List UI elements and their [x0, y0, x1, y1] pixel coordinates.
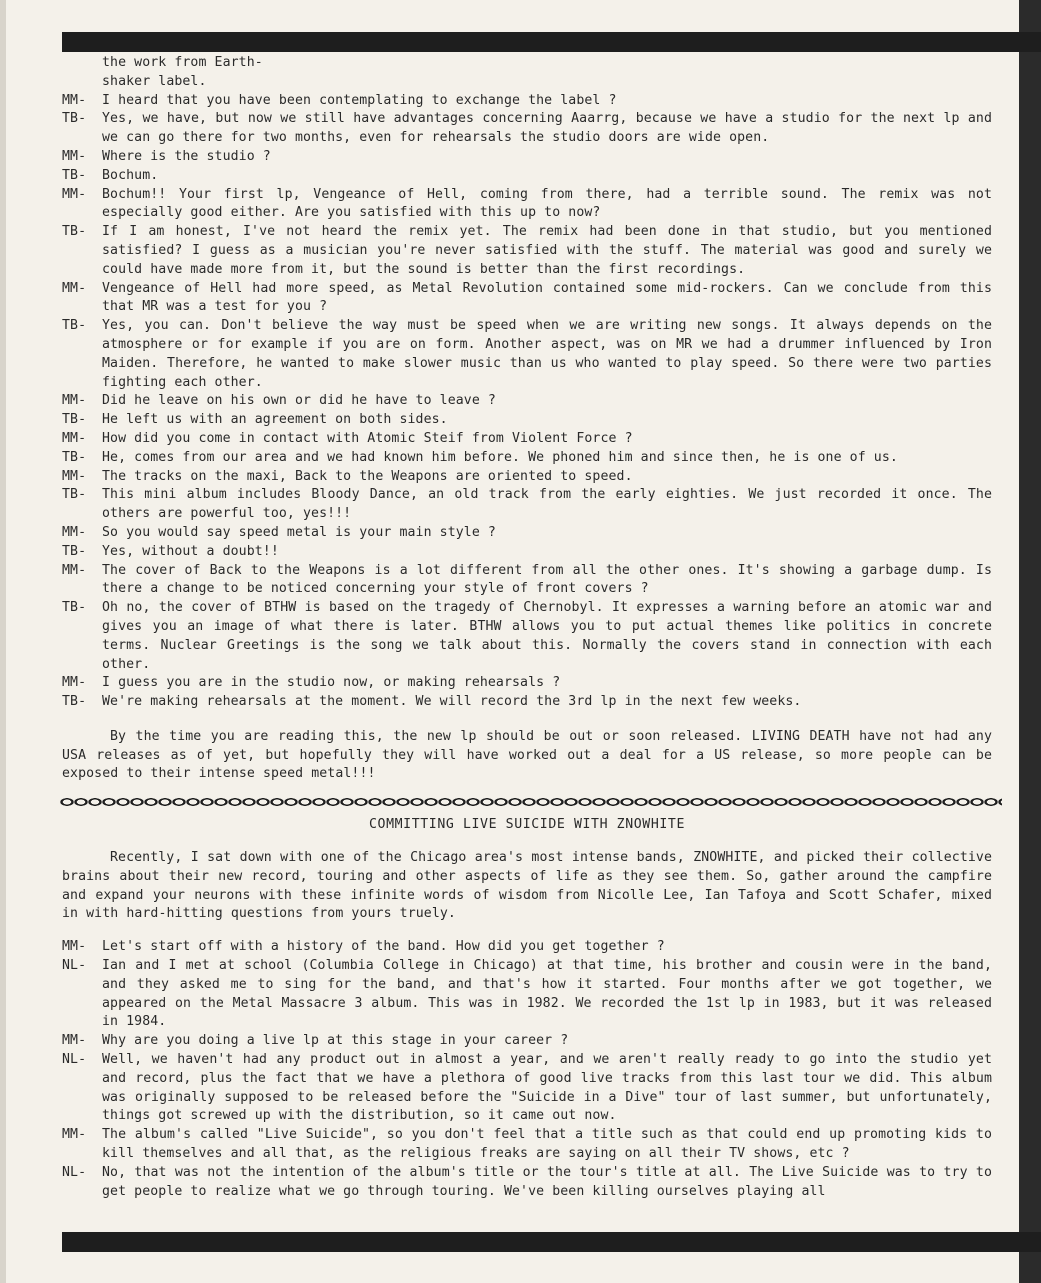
znowhite-intro: Recently, I sat down with one of the Chicago area's most intense bands, ZNOWHITE, and picked their collective brains about their new record, touring and other aspects of life as they see them. So, gather around the campfire and expand your neurons with these infinite words of wisdom from Nicolle Lee, Ian Tafoya and Scott Schafer, mixed in with hard-hitting questions from yours truely.: [62, 850, 992, 922]
interview-line: [62, 223, 992, 279]
page-edge-right: [1019, 0, 1041, 1283]
speaker-tag: TB-: [62, 543, 87, 559]
line-text: shaker label.: [102, 73, 207, 89]
line-text: Why are you doing a live lp at this stage in your career ?: [102, 1033, 569, 1049]
speaker-tag: MM-: [62, 1127, 87, 1143]
line-text: The cover of Back to the Weapons is a lot different from all the other ones. It's showing a garbage dump. Is there a change to be noticed concerning your style of front covers ?: [102, 562, 992, 597]
top-black-bar: [62, 32, 1041, 52]
speaker-tag: MM-: [62, 939, 87, 955]
line-text: Did he leave on his own or did he have to leave ?: [102, 393, 496, 409]
closing-paragraph: By the time you are reading this, the new lp should be out or soon released. LIVING DEATH have not had any USA releases as of yet, but hopefully they will have worked out a deal for a US release, so more people can be exposed to their intense speed metal!!!: [62, 728, 992, 782]
speaker-tag: MM-: [62, 675, 87, 691]
line-text: the work from Earth-: [102, 55, 263, 70]
speaker-tag: MM-: [62, 468, 87, 484]
interview-line: [62, 73, 992, 92]
line-text: Bochum!! Your first lp, Vengeance of Hell, coming from there, had a terrible sound. The remix was not especially good either. Are you satisfied with this up to now?: [102, 186, 992, 221]
interview-line: [62, 674, 992, 693]
speaker-tag: TB-: [62, 487, 87, 503]
speaker-tag: NL-: [62, 958, 87, 974]
speaker-tag: MM-: [62, 524, 87, 540]
line-text: We're making rehearsals at the moment. We will record the 3rd lp in the next few weeks.: [102, 694, 802, 710]
speaker-tag: TB-: [62, 694, 87, 710]
speaker-tag: TB-: [62, 167, 87, 183]
interview-line: [62, 148, 992, 167]
bottom-black-bar: [62, 1232, 1041, 1252]
interview-line: [62, 449, 992, 468]
line-text: Ian and I met at school (Columbia College in Chicago) at that time, his brother and cousin were in the band, and they asked me to sing for the band, and that's how it started. Four months after we got together, we appeared on the Metal Massacre 3 album. This was in 1982. We recorded the 1st lp in 1983, but it was released in 1984.: [102, 958, 992, 1030]
speaker-tag: TB-: [62, 318, 87, 334]
interview-line: [62, 280, 992, 318]
interview-line: [62, 167, 992, 186]
interview-line: [62, 411, 992, 430]
line-text: Well, we haven't had any product out in almost a year, and we aren't really ready to go into the studio yet and record, plus the fact that we have a plethora of good live tracks from this last tour we did. This album was originally supposed to be released before the "Suicide in a Dive" tour of last summer, but unfortunately, things got screwed up with the distribution, so it came out now.: [102, 1052, 992, 1124]
interview-line: [62, 938, 992, 957]
speaker-tag: MM-: [62, 430, 87, 446]
interview-line: [62, 1164, 992, 1202]
speaker-tag: TB-: [62, 412, 87, 428]
line-text: Where is the studio ?: [102, 148, 271, 164]
speaker-tag: MM-: [62, 562, 87, 578]
interview-line: [62, 693, 992, 712]
line-text: The tracks on the maxi, Back to the Weapons are oriented to speed.: [102, 468, 633, 484]
interview-line: [62, 468, 992, 487]
line-text: Oh no, the cover of BTHW is based on the tragedy of Chernobyl. It expresses a warning before an atomic war and gives you an image of what there is later. BTHW allows you to put actual themes like politics in concrete terms. Nuclear Greetings is the song we talk about this. Normally the covers stand in connection with each other.: [102, 600, 992, 672]
line-text: He, comes from our area and we had known him before. We phoned him and since then, he is one of us.: [102, 449, 898, 465]
line-text: He left us with an agreement on both sides.: [102, 412, 448, 428]
article-body: [62, 54, 992, 1201]
znowhite-headline: COMMITTING LIVE SUICIDE WITH ZNOWHITE: [369, 817, 685, 833]
line-text: Bochum.: [102, 167, 159, 183]
line-text: Let's start off with a history of the band. How did you get together ?: [102, 939, 665, 955]
line-text: Yes, without a doubt!!: [102, 543, 279, 559]
interview-line: [62, 524, 992, 543]
page-edge-left: [0, 0, 6, 1283]
line-text: So you would say speed metal is your main style ?: [102, 524, 496, 540]
speaker-tag: [62, 73, 102, 92]
line-text: Yes, we have, but now we still have advantages concerning Aaarrg, because we have a studio for the next lp and we can go there for two months, even for rehearsals the studio doors are wide open.: [102, 111, 992, 146]
interview-line: [62, 1126, 992, 1164]
interview-line: [62, 110, 992, 148]
wavy-divider: [60, 794, 1002, 810]
interview-line: [62, 957, 992, 1032]
line-text: This mini album includes Bloody Dance, an old track from the early eighties. We just recorded it once. The others are powerful too, yes!!!: [102, 487, 992, 522]
speaker-tag: MM-: [62, 148, 87, 164]
line-text: No, that was not the intention of the album's title or the tour's title at all. The Live Suicide was to try to get people to realize what we go through touring. We've been killing ourselves playing all: [102, 1164, 992, 1199]
interview-line: [62, 543, 992, 562]
line-text: I guess you are in the studio now, or making rehearsals ?: [102, 675, 561, 691]
speaker-tag: MM-: [62, 1033, 87, 1049]
interview-line: [62, 317, 992, 392]
interview-line: [62, 1051, 992, 1126]
line-text: I heard that you have been contemplating to exchange the label ?: [102, 92, 617, 108]
speaker-tag: TB-: [62, 111, 87, 127]
speaker-tag: TB-: [62, 600, 87, 616]
speaker-tag: TB-: [62, 224, 87, 240]
speaker-tag: NL-: [62, 1164, 87, 1180]
speaker-tag: NL-: [62, 1052, 87, 1068]
speaker-tag: TB-: [62, 449, 87, 465]
znowhite-interview: [62, 938, 992, 1201]
line-text: If I am honest, I've not heard the remix yet. The remix had been done in that studio, but you mentioned satisfied? I guess as a musician you're never satisfied with the stuff. The material was good and surely we could have made more from it, but the sound is better than the first recordings.: [102, 224, 992, 277]
interview-line: [62, 54, 992, 73]
speaker-tag: MM-: [62, 393, 87, 409]
interview-line: [62, 430, 992, 449]
speaker-tag: MM-: [62, 186, 87, 202]
interview-line: [62, 486, 992, 524]
speaker-tag: MM-: [62, 92, 87, 108]
speaker-tag: MM-: [62, 280, 87, 296]
living-death-interview: [62, 54, 992, 712]
line-text: Vengeance of Hell had more speed, as Metal Revolution contained some mid-rockers. Can we conclude from this that MR was a test for you ?: [102, 280, 992, 315]
interview-line: [62, 392, 992, 411]
line-text: Yes, you can. Don't believe the way must be speed when we are writing new songs. It always depends on the atmosphere or for example if you are on form. Another aspect, was on MR we had a drummer influenced by Iron Maiden. Therefore, he wanted to make slower music than us who wanted to play speed. So there were two parties fighting each other.: [102, 318, 992, 390]
interview-line: [62, 1032, 992, 1051]
interview-line: [62, 562, 992, 600]
line-text: How did you come in contact with Atomic Steif from Violent Force ?: [102, 430, 633, 446]
interview-line: [62, 186, 992, 224]
line-text: The album's called "Live Suicide", so you don't feel that a title such as that could end up promoting kids to kill themselves and all that, as the religious freaks are saying on all their TV shows, etc ?: [102, 1127, 992, 1162]
interview-line: [62, 599, 992, 674]
speaker-tag: [62, 54, 102, 73]
interview-line: [62, 92, 992, 111]
